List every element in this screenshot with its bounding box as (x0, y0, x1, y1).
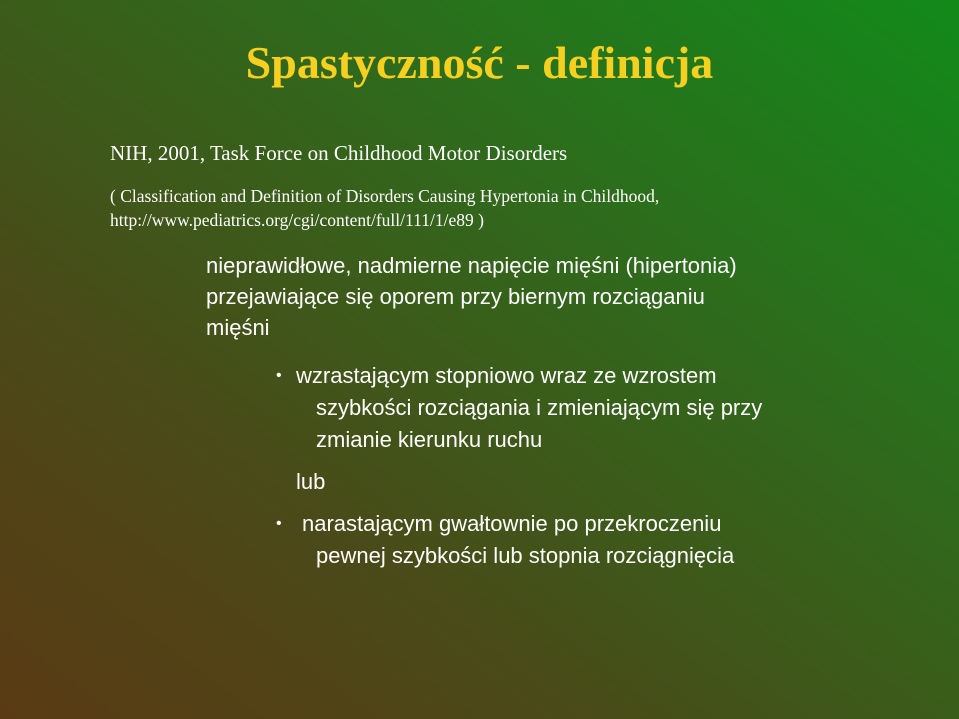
bullet-line: wzrastającym stopniowo wraz ze wzrostem (296, 363, 717, 388)
bullet-dot-icon: • (276, 367, 282, 384)
definition-line: nieprawidłowe, nadmierne napięcie mięśni (hipertonia) (206, 253, 737, 278)
bullet-item-sudden (276, 508, 734, 572)
bullet-line: szybkości rozciągania i zmieniającym się przy (316, 395, 763, 420)
classification-line: ( Classification and Definition of Disorders Causing Hypertonia in Childhood, (110, 186, 660, 206)
bullet-line: zmianie kierunku ruchu (316, 427, 543, 452)
definition-text (206, 250, 912, 343)
definition-line: przejawiające się oporem przy biernym rozciąganiu (206, 284, 705, 309)
bullet-dot-icon: • (276, 515, 282, 532)
bullet-line: narastającym gwałtownie po przekroczeniu (302, 511, 722, 536)
bullet-line: pewnej szybkości lub stopnia rozciągnięcia (316, 543, 735, 568)
bullet-item-gradual (276, 360, 762, 456)
connector-text: lub (296, 469, 326, 494)
slide-title: Spastyczność - definicja (245, 37, 714, 88)
classification-reference (110, 184, 830, 232)
source-citation: NIH, 2001, Task Force on Childhood Motor Disorders (110, 141, 568, 165)
definition-line: mięśni (206, 315, 270, 340)
classification-url: http://www.pediatrics.org/cgi/content/full/111/1/e89 ) (110, 210, 484, 230)
